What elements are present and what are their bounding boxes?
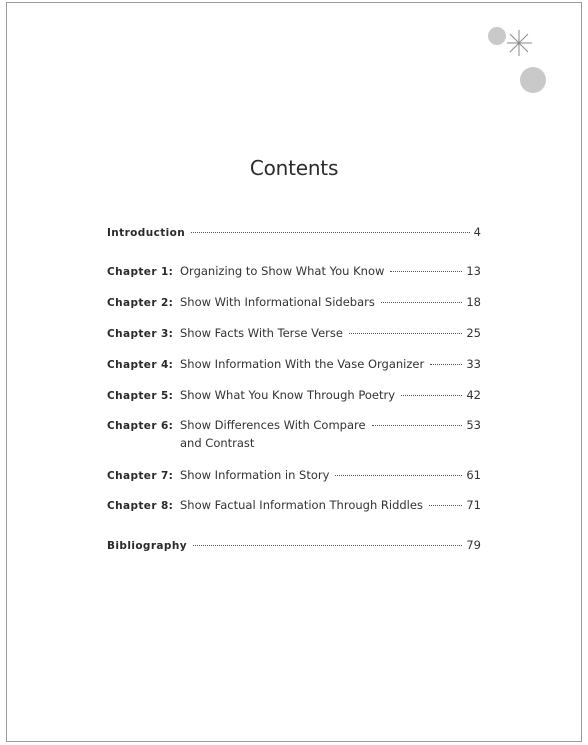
page-number: 33 [466,357,481,371]
toc-entry-chapter-7[interactable] [107,466,481,485]
entry-title-continuation: and Contrast [180,436,255,450]
toc-entry-chapter-5[interactable] [107,386,481,405]
page-number: 42 [466,388,481,402]
page-number: 25 [466,326,481,340]
toc-entry-chapter-2[interactable] [107,293,481,312]
page-number: 4 [473,225,481,239]
toc-entry-chapter-8[interactable] [107,496,481,515]
entry-title: Show Information With the Vase Organizer [180,357,425,371]
toc-entry-introduction[interactable] [107,223,481,242]
dot-leader [349,333,462,334]
page-number: 71 [466,498,481,512]
entry-title: Show Information in Story [180,468,330,482]
entry-title: Show With Informational Sidebars [180,295,375,309]
toc-entry-chapter-3[interactable] [107,324,481,343]
toc-entry-chapter-6[interactable] [107,416,481,435]
dot-leader [430,364,462,365]
entry-title: Show Facts With Terse Verse [180,326,343,340]
entry-label: Chapter 3: [107,328,174,340]
page-number: 18 [466,295,481,309]
dot-leader [193,545,462,546]
entry-label: Chapter 4: [107,359,174,371]
page-number: 13 [466,264,481,278]
dot-leader [335,475,462,476]
page-number: 79 [466,538,481,552]
page-number: 53 [466,418,481,432]
entry-title: Show What You Know Through Poetry [180,388,395,402]
entry-title: Organizing to Show What You Know [180,264,385,278]
entry-label: Chapter 1: [107,266,174,278]
dot-leader [429,505,462,506]
page-number: 61 [466,468,481,482]
entry-title: Show Differences With Compare [180,418,366,432]
entry-label: Chapter 8: [107,500,174,512]
entry-label: Chapter 7: [107,470,174,482]
dot-leader [191,232,470,233]
toc-entry-bibliography[interactable] [107,536,481,555]
entry-label: Bibliography [107,540,187,552]
toc-entry-chapter-4[interactable] [107,355,481,374]
entry-label: Chapter 5: [107,390,174,402]
table-of-contents [107,0,481,745]
entry-title: Show Factual Information Through Riddles [180,498,423,512]
entry-label: Introduction [107,227,186,239]
entry-label: Chapter 2: [107,297,174,309]
dot-leader [381,302,463,303]
page-title: Contents [249,156,339,180]
dot-leader [401,395,462,396]
dot-leader [372,425,463,426]
toc-entry-chapter-1[interactable] [107,262,481,281]
entry-label: Chapter 6: [107,420,174,432]
dot-leader [390,271,462,272]
